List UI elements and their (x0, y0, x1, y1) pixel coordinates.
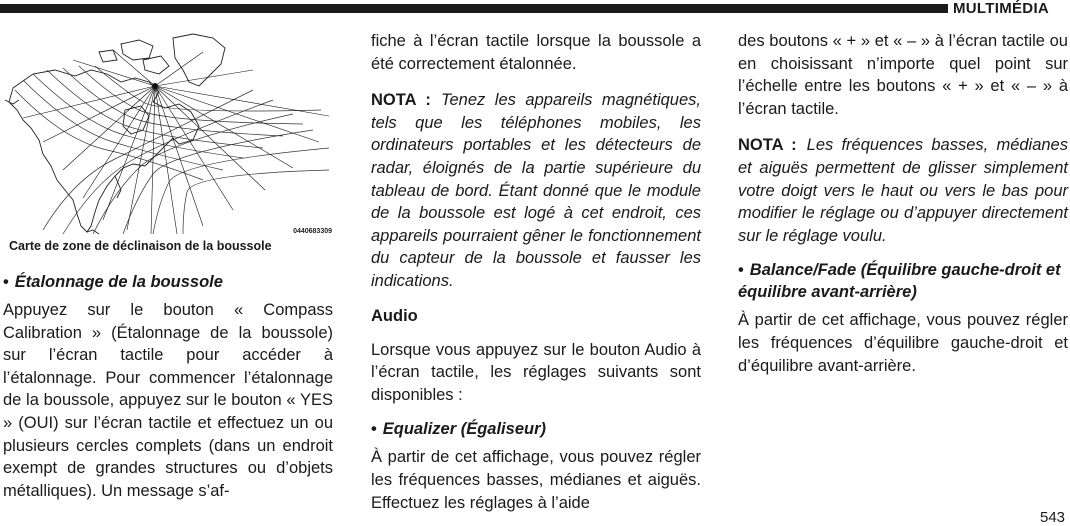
bullet-heading-balance-fade (738, 259, 1068, 303)
nota-text: Les fréquences basses, médianes et aiguës permettent de glisser simplement votre doigt vers le haut ou vers le bas pour modifier le réglage ou d’appuyer directement sur le réglage voulu. (738, 136, 1068, 245)
section-header-title: MULTIMÉDIA (953, 0, 1050, 17)
paragraph-calibration: Appuyez sur le bouton « Compass Calibration » (Étalonnage de la boussole) sur l’écran tactile pour accéder à l’étalonnage. Pour commencer l’étalonnage de la boussole, appuyez sur le bouton « YES » (OUI) sur l’écran tactile et effectuez un ou plusieurs cercles complets (dans un endroit exempt de grandes structures ou d’objets métalliques). Un message s’af- (3, 301, 333, 500)
bullet-heading-text: Étalonnage de la boussole (14, 273, 223, 291)
paragraph-equalizer-continued: des boutons « + » et « – » à l’écran tactile ou en choisissant n’importe quel point sur l’échelle entre les boutons « + » et « – » à l’écran tactile. (738, 32, 1068, 118)
section-title-audio: Audio (371, 306, 418, 325)
figure-caption: Carte de zone de déclinaison de la boussole (9, 239, 272, 253)
header-bar (0, 4, 948, 13)
paragraph-audio: Lorsque vous appuyez sur le bouton Audio à l’écran tactile, les réglages suivants sont disponibles : (371, 340, 701, 404)
column-1 (3, 30, 333, 502)
bullet-heading-compass-calibration (3, 271, 333, 293)
figure-code: 0440683309 (293, 228, 332, 235)
nota-text: Tenez les appareils magnétiques, tels que les téléphones mobiles, les ordinateurs portables et les détecteurs de radar, éloignés de la partie supérieure du tableau de bord. Étant donné que le module de la boussole est logé à cet endroit, ces appareils pourraient gêner le fonctionnement du capteur de la boussole et fausser les indications. (371, 91, 701, 290)
nota-label: NOTA : (738, 136, 797, 155)
declination-map-illustration (3, 30, 333, 235)
nota-paragraph (371, 89, 701, 292)
bullet-heading-text: Equalizer (Égaliseur) (382, 420, 546, 439)
column-3 (738, 30, 1068, 377)
bullet-heading-equalizer (371, 418, 701, 440)
page-number: 543 (1040, 509, 1066, 526)
bullet-dot: • (738, 261, 744, 280)
nota-label: NOTA : (371, 91, 431, 110)
paragraph-calibration-continued: fiche à l’écran tactile lorsque la boussole a été correctement étalonnée. (371, 32, 701, 73)
column-2 (371, 30, 701, 514)
bullet-dot: • (371, 420, 377, 439)
paragraph-equalizer: À partir de cet affichage, vous pouvez régler les fréquences basses, médianes et aiguës. Effectuez les réglages à l’aide (371, 448, 701, 512)
declination-map-figure (3, 30, 333, 235)
bullet-heading-text: Balance/Fade (Équilibre gauche-droit et équilibre avant-arrière) (738, 261, 1061, 302)
paragraph-balance-fade: À partir de cet affichage, vous pouvez régler les fréquences d’équilibre gauche-droit et d’équilibre avant-arrière. (738, 311, 1068, 375)
nota-paragraph (738, 134, 1068, 247)
bullet-dot: • (3, 273, 9, 291)
